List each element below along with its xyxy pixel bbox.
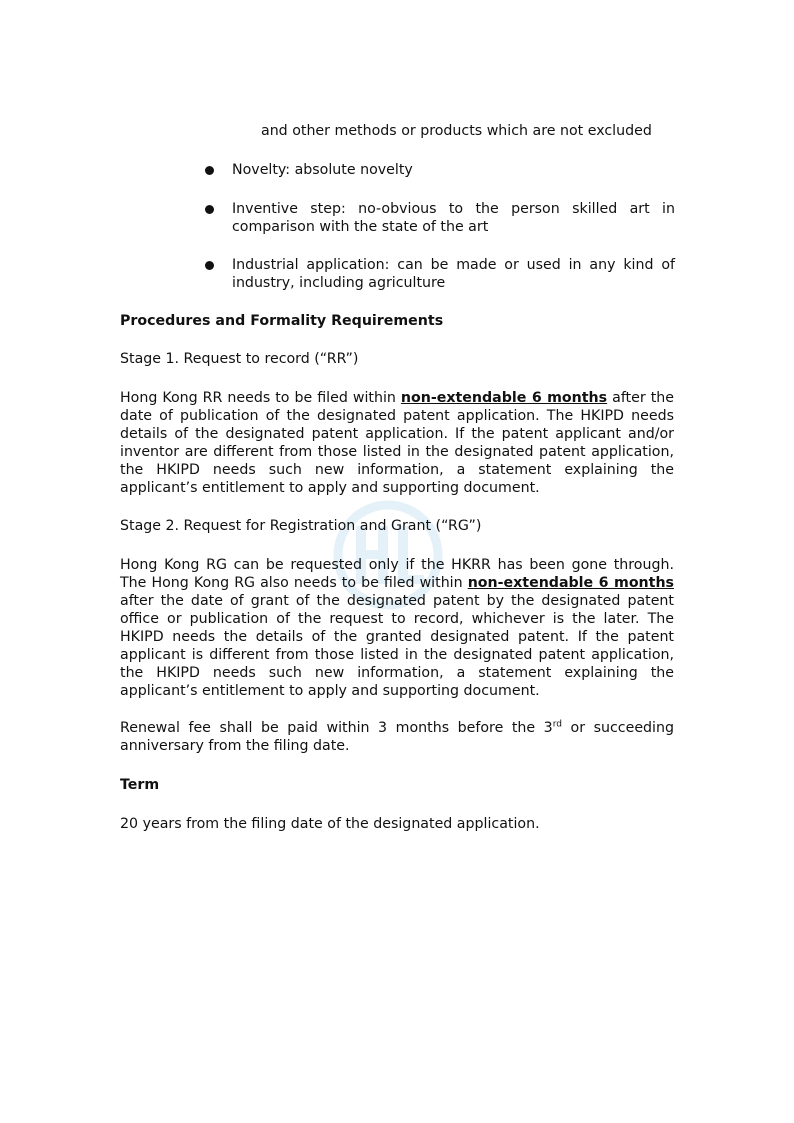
- renewal-text-end: or succeeding anniversary from the filing date.: [120, 720, 674, 754]
- bullet-dot-icon: [205, 166, 214, 175]
- stage2-text-end: after the date of grant of the designated patent by the designated patent office or publication of the request to record, whichever is the later. The HKIPD needs the details of the granted designated patent. If the patent applicant is different from those listed in the designated patent application, the HKIPD needs such new information, a statement explaining the applicant’s entitlement to apply and supporting document.: [120, 593, 674, 699]
- stage2-paragraph: [120, 556, 674, 700]
- stage2-title: Stage 2. Request for Registration and Grant (“RG”): [120, 518, 482, 534]
- bullet-text: Novelty: absolute novelty: [232, 162, 413, 178]
- bullet-dot-icon: [205, 261, 214, 270]
- stage1-text-start: Hong Kong RR needs to be filed within: [120, 390, 401, 406]
- stage1-paragraph: [120, 389, 674, 497]
- heading-procedures: Procedures and Formality Requirements: [120, 313, 444, 329]
- term-paragraph: 20 years from the filing date of the designated application.: [120, 816, 540, 832]
- renewal-ordinal-superscript: rd: [552, 719, 562, 730]
- stage2-deadline-emphasis: non-extendable 6 months: [467, 575, 674, 591]
- bullet-dot-icon: [205, 205, 214, 214]
- renewal-paragraph: [120, 719, 674, 755]
- heading-term: Term: [120, 777, 160, 793]
- stage1-title: Stage 1. Request to record (“RR”): [120, 351, 359, 367]
- intro-line: and other methods or products which are not excluded: [261, 123, 652, 139]
- stage1-deadline-emphasis: non-extendable 6 months: [400, 390, 608, 406]
- bullet-text: Industrial application: can be made or used in any kind of industry, including agriculture: [232, 257, 675, 291]
- bullet-text: Inventive step: no-obvious to the person skilled art in comparison with the state of the art: [232, 201, 675, 235]
- stage2-text-start: Hong Kong RG can be requested only if the HKRR has been gone through. The Hong Kong RG also needs to be filed within: [120, 557, 674, 591]
- renewal-text-start: Renewal fee shall be paid within 3 months before the 3: [120, 720, 553, 736]
- stage1-text-end: after the date of publication of the designated patent application. The HKIPD needs details of the designated patent application. If the patent applicant and/or inventor are different from those listed in the designated patent application, the HKIPD needs such new information, a statement explaining the applicant’s entitlement to apply and supporting document.: [120, 390, 674, 496]
